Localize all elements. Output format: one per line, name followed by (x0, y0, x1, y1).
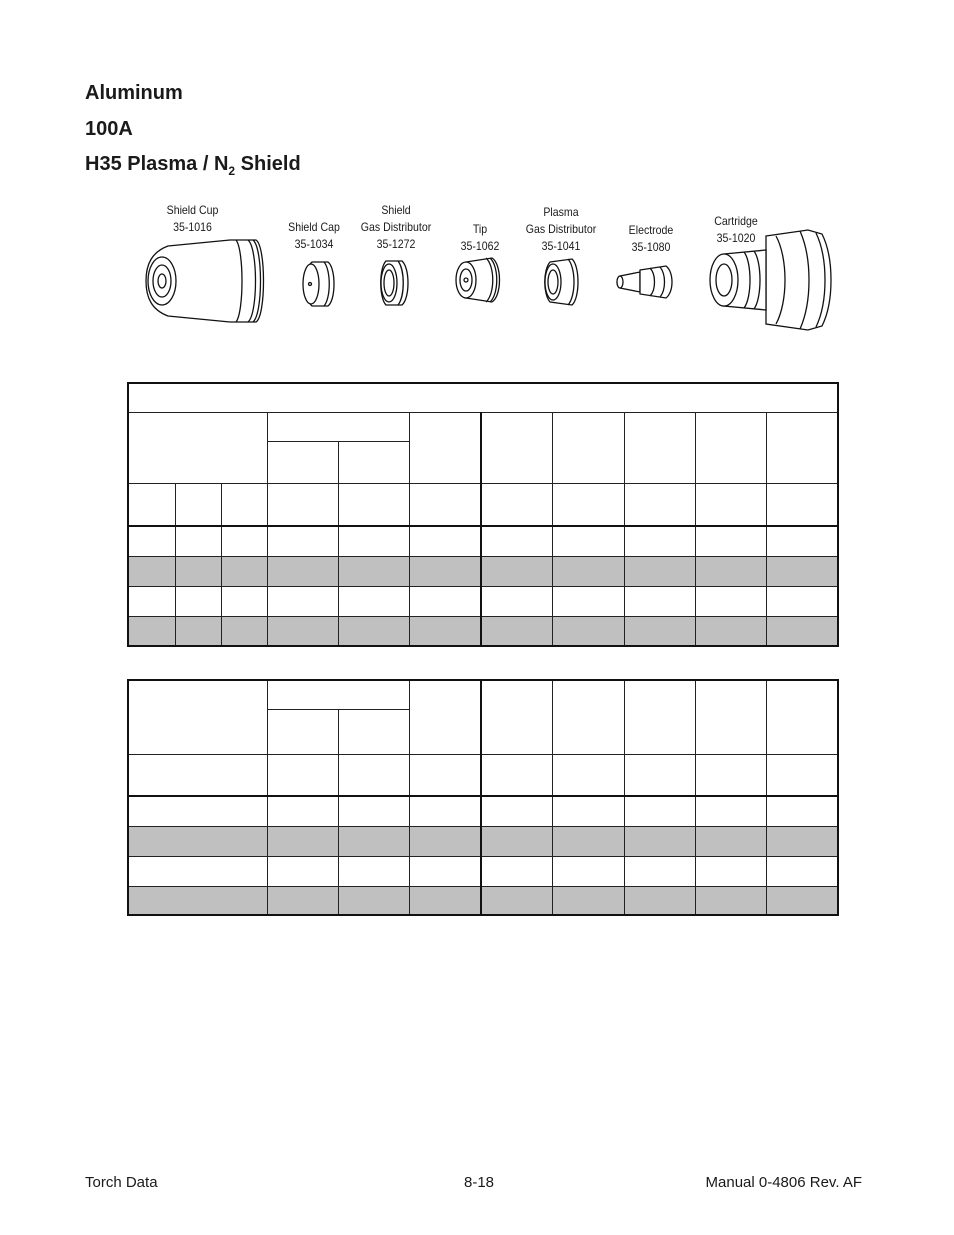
table-header-cell (409, 680, 481, 754)
table-header-cell (267, 412, 409, 441)
gas-heading-suffix: Shield (235, 153, 301, 175)
footer-page-number: 8-18 (464, 1174, 495, 1191)
table-row (128, 796, 838, 826)
tip-illustration (452, 254, 506, 306)
part-label-plasma-gas-distributor (519, 204, 603, 255)
table-header-cell (695, 680, 766, 754)
table-header-cell (267, 680, 409, 709)
table-header-cell (766, 412, 838, 483)
parameter-table-1 (127, 382, 839, 647)
table-title-cell (128, 383, 838, 412)
part-number: 35-1020 (716, 231, 756, 245)
table-row (128, 526, 838, 556)
plasma-gas-distributor-illustration (540, 256, 582, 308)
part-number: 35-1041 (541, 239, 581, 253)
table-row (128, 483, 838, 526)
part-name: Electrode (628, 223, 674, 237)
table-header-cell (409, 412, 481, 483)
table-header-cell (267, 441, 338, 483)
part-label-electrode (619, 222, 682, 256)
table-header-cell (128, 412, 267, 483)
part-number: 35-1016 (173, 220, 212, 234)
table-header-cell (481, 680, 552, 754)
table-header-cell (267, 709, 338, 754)
table-header-cell (552, 412, 624, 483)
table-header-cell (552, 680, 624, 754)
gas-heading-prefix: H35 Plasma / N (85, 153, 229, 175)
shield-cup-illustration (140, 236, 270, 324)
table-header-cell (695, 412, 766, 483)
part-name: Tip (472, 222, 488, 236)
gas-heading-subscript: 2 (228, 164, 236, 178)
part-name: Plasma Gas Distributor (525, 205, 597, 236)
part-name: Shield Cap (288, 220, 340, 234)
table-header-cell (624, 412, 695, 483)
part-number: 35-1272 (376, 237, 416, 251)
part-label-shield-gas-distributor (356, 202, 437, 253)
shield-cap-illustration (298, 260, 338, 308)
table-row (128, 886, 838, 915)
part-number: 35-1080 (631, 240, 671, 254)
table-row (128, 754, 838, 796)
part-label-shield-cup (155, 202, 230, 236)
parameter-table-2 (127, 679, 839, 916)
table-header-cell (624, 680, 695, 754)
table-row (128, 586, 838, 616)
table-header-cell (128, 680, 267, 754)
amperage-heading: 100A (85, 118, 133, 140)
table-header-cell (338, 441, 409, 483)
table-header-cell (481, 412, 552, 483)
part-number: 35-1034 (294, 237, 334, 251)
table-row (128, 556, 838, 586)
part-name: Shield Gas Distributor (360, 203, 432, 234)
shield-gas-distributor-illustration (376, 258, 412, 308)
footer-section-label: Torch Data (85, 1174, 158, 1191)
part-name: Cartridge (714, 214, 758, 228)
material-heading: Aluminum (85, 82, 183, 104)
electrode-illustration (614, 262, 676, 302)
part-number: 35-1062 (460, 239, 500, 253)
part-label-tip (455, 221, 504, 255)
part-label-shield-cap (282, 219, 345, 253)
table-header-cell (338, 709, 409, 754)
table-row (128, 616, 838, 646)
table-header-cell (766, 680, 838, 754)
part-name: Shield Cup (166, 203, 219, 217)
footer-manual-number: Manual 0-4806 Rev. AF (705, 1174, 862, 1191)
cartridge-illustration (704, 228, 836, 332)
table-row (128, 856, 838, 886)
gas-heading (85, 153, 301, 178)
table-row (128, 826, 838, 856)
